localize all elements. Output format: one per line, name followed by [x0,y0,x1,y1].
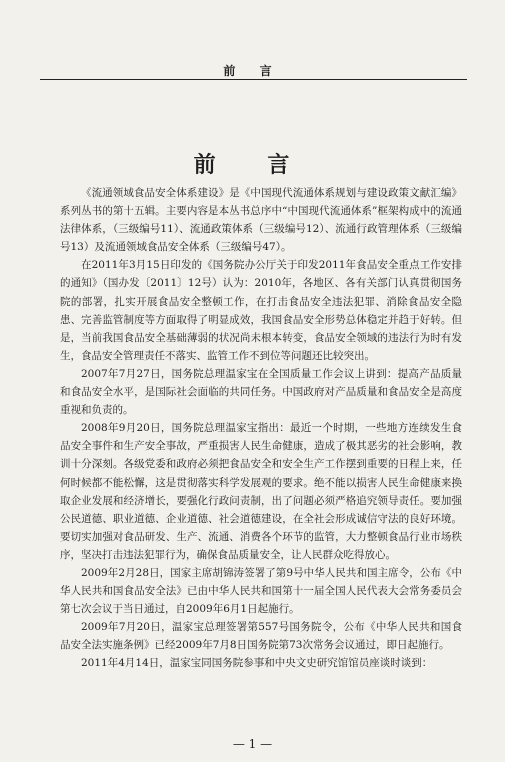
page-title: 前 言 [193,152,312,178]
paragraph-6: 2009年7月20日，温家宝总理签署第557号国务院令，公布《中华人民共和国食品安全法实施条例》已经2009年7月8日国务院第73次常务会议通过，即日起施行。 [60,621,462,652]
paragraph-3: 2007年7月27日，国务院总理温家宝在全国质量工作会议上讲到：提高产品质量和食品安全水平，是国际社会面临的共同任务。中国政府对产品质量和食品安全是高度重视和负责的。 [60,367,462,417]
paragraph-2: 在2011年3月15日印发的《国务院办公厅关于印发2011年食品安全重点工作安排的通知》（国办发〔2011〕12号）认为：2010年，各地区、各有关部门认真贯彻国务院的部署，扎实开展食品安全整顿工作，在打击食品安全违法犯罪、消除食品安全隐患、完善监管制度等方面取得了明显成效，我国食品安全形势总体稳定并趋于好转。但是，当前我国食品安全基础薄弱的状况尚未根本转变，食品安全领域的违法行为时有发生，食品安全管理责任不落实、监管工作不到位等问题还比较突出。 [60,259,462,362]
paragraph-7: 2011年4月14日，温家宝同国务院参事和中央文史研究馆馆员座谈时谈到： [81,657,433,670]
body-text [60,184,462,673]
paragraph-1: 《流通领域食品安全体系建设》是《中国现代流通体系规划与建设政策文献汇编》系列丛书的第十五辑。主要内容是本丛书总序中“中国现代流通体系”框架构成中的流通法律体系，（三级编号11）、流通政策体系（三级编号12）、流通行政管理体系（三级编号13）及流通领域食品安全体系（三级编号47）。 [60,187,462,254]
page-number: — 1 — [232,737,273,751]
paragraph-5: 2009年2月28日，国家主席胡锦涛签署了第9号中华人民共和国主席令，公布《中华人民共和国食品安全法》已由中华人民共和国第十一届全国人民代表大会常务委员会第七次会议于当日通过，自2009年6月1日起施行。 [60,566,462,616]
header-rule [40,79,467,80]
paragraph-4: 2008年9月20日，国务院总理温家宝指出：最近一个时期，一些地方连续发生食品安全事件和生产安全事故，严重损害人民生命健康，造成了极其恶劣的社会影响，教训十分深刻。各级党委和政府必须把食品安全和安全生产工作摆到重要的日程上来，任何时候都不能松懈，这是贯彻落实科学发展观的要求。绝不能以损害人民生命健康来换取企业发展和经济增长，要强化行政问责制，出了问题必须严格追究领导责任。要加强公民道德、职业道德、企业道德、社会道德建设，在全社会形成诚信守法的良好环境。要切实加强对食品研发、生产、流通、消费各个环节的监管，大力整顿食品行业市场秩序，坚决打击违法犯罪行为，确保食品质量安全，让人民群众吃得放心。 [60,422,462,561]
running-header: 前 言 [223,64,282,78]
